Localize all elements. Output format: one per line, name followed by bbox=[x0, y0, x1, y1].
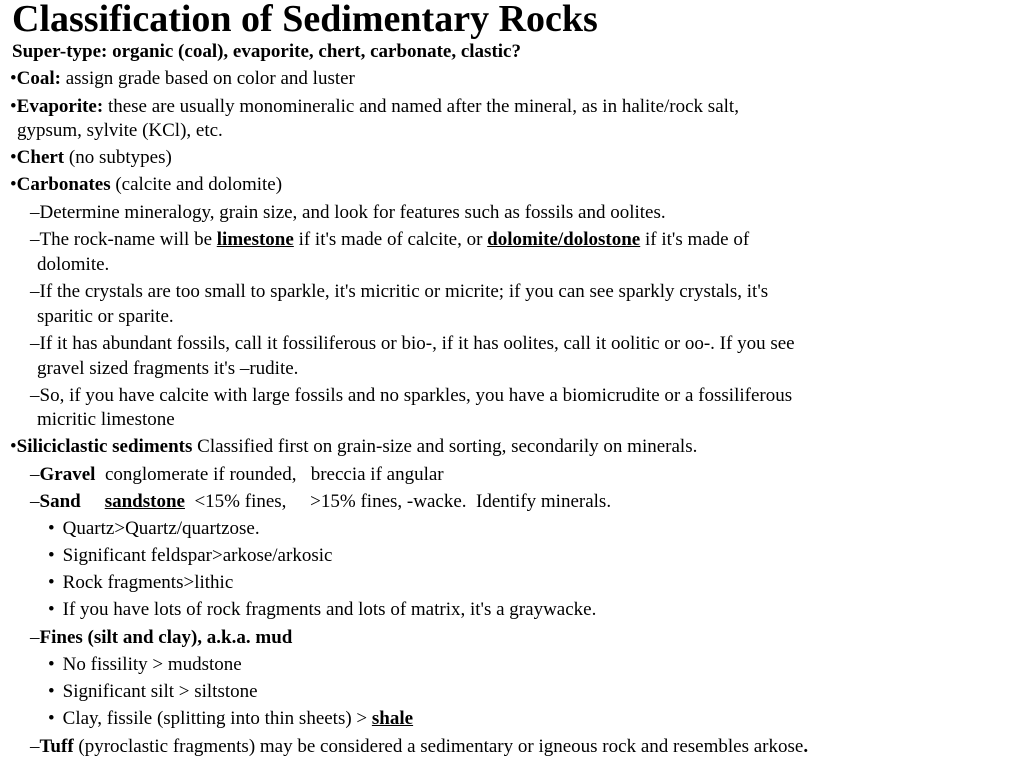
dash-icon: – bbox=[30, 464, 40, 485]
coal-term: Coal: bbox=[16, 68, 61, 89]
dash-icon: – bbox=[30, 229, 40, 250]
carbonates-text: (calcite and dolomite) bbox=[110, 174, 283, 195]
carbonates-sub-2-cont: dolomite. bbox=[37, 254, 110, 275]
dash-icon: – bbox=[30, 385, 40, 406]
supertype-line: Super-type: organic (coal), evaporite, chert, carbonate, clastic? bbox=[12, 41, 521, 62]
bullet-icon: • bbox=[48, 545, 55, 566]
sandstone-term: sandstone bbox=[104, 491, 185, 512]
evaporite-item bbox=[10, 96, 739, 118]
sand-item: –Sand sandstone <15% fines, >15% fines, -wacke. Identify minerals. bbox=[30, 491, 612, 512]
tuff-term: Tuff bbox=[39, 736, 74, 757]
carbonates-term: Carbonates bbox=[16, 174, 111, 195]
gravel-term: Gravel bbox=[39, 464, 96, 485]
bullet-icon: • bbox=[10, 174, 17, 195]
sand-subitem: • Rock fragments>lithic bbox=[48, 572, 234, 593]
sand-subitem: • Significant feldspar>arkose/arkosic bbox=[48, 545, 333, 566]
siliciclastic-item bbox=[10, 436, 697, 458]
dash-icon: – bbox=[30, 736, 40, 757]
evaporite-term: Evaporite: bbox=[16, 96, 104, 117]
sand-term: Sand bbox=[39, 491, 81, 512]
carbonates-sub-5: –So, if you have calcite with large fossils and no sparkles, you have a biomicrudite or a fossiliferous bbox=[30, 385, 793, 406]
dash-icon: – bbox=[30, 333, 40, 354]
limestone-term: limestone bbox=[216, 229, 294, 250]
page-title: Classification of Sedimentary Rocks bbox=[12, 0, 598, 40]
tuff-item: –Tuff (pyroclastic fragments) may be considered a sedimentary or igneous rock and resembles arkose. bbox=[30, 736, 809, 757]
chert-item bbox=[10, 147, 172, 169]
coal-item bbox=[10, 68, 355, 90]
carbonates-sub-3: –If the crystals are too small to sparkle, it's micritic or micrite; if you can see sparkly crystals, it's bbox=[30, 281, 769, 302]
gravel-item: –Gravel conglomerate if rounded, breccia if angular bbox=[30, 464, 444, 485]
carbonates-sub-4: –If it has abundant fossils, call it fossiliferous or bio-, if it has oolites, call it oolitic or oo-. If you see bbox=[30, 333, 795, 354]
chert-term: Chert bbox=[16, 147, 65, 168]
bullet-icon: • bbox=[48, 518, 55, 539]
sand-subitem: • Quartz>Quartz/quartzose. bbox=[48, 518, 260, 539]
bullet-icon: • bbox=[10, 436, 17, 457]
coal-text: assign grade based on color and luster bbox=[60, 68, 355, 89]
dash-icon: – bbox=[30, 627, 40, 648]
siliciclastic-term: Siliciclastic sediments bbox=[16, 436, 193, 457]
dash-icon: – bbox=[30, 281, 40, 302]
bullet-icon: • bbox=[48, 708, 55, 729]
carbonates-item bbox=[10, 174, 282, 196]
fines-item bbox=[30, 627, 292, 649]
fines-subitem: • No fissility > mudstone bbox=[48, 654, 242, 675]
fines-term: Fines (silt and clay), a.k.a. mud bbox=[39, 627, 293, 648]
carbonates-sub-1: –Determine mineralogy, grain size, and look for features such as fossils and oolites. bbox=[30, 202, 666, 223]
bullet-icon: • bbox=[48, 599, 55, 620]
carbonates-sub-5-cont: micritic limestone bbox=[37, 409, 175, 430]
carbonates-sub-4-cont: gravel sized fragments it's –rudite. bbox=[37, 358, 299, 379]
bullet-icon: • bbox=[10, 96, 17, 117]
bullet-icon: • bbox=[10, 68, 17, 89]
bullet-icon: • bbox=[10, 147, 17, 168]
bullet-icon: • bbox=[48, 572, 55, 593]
bullet-icon: • bbox=[48, 654, 55, 675]
dash-icon: – bbox=[30, 202, 40, 223]
shale-term: shale bbox=[371, 708, 414, 729]
dash-icon: – bbox=[30, 491, 40, 512]
bullet-icon: • bbox=[48, 681, 55, 702]
evaporite-text-cont: gypsum, sylvite (KCl), etc. bbox=[17, 120, 223, 141]
chert-text: (no subtypes) bbox=[64, 147, 172, 168]
carbonates-sub-3-cont: sparitic or sparite. bbox=[37, 306, 174, 327]
dolomite-term: dolomite/dolostone bbox=[487, 229, 641, 250]
sand-subitem: • If you have lots of rock fragments and lots of matrix, it's a graywacke. bbox=[48, 599, 597, 620]
evaporite-text: these are usually monomineralic and named after the mineral, as in halite/rock salt, bbox=[103, 96, 739, 117]
fines-subitem: • Clay, fissile (splitting into thin sheets) > shale bbox=[48, 708, 414, 729]
fines-subitem: • Significant silt > siltstone bbox=[48, 681, 258, 702]
siliciclastic-text: Classified first on grain-size and sorting, secondarily on minerals. bbox=[192, 436, 698, 457]
carbonates-sub-2: –The rock-name will be limestone if it's made of calcite, or dolomite/dolostone if it's made of bbox=[30, 229, 750, 250]
